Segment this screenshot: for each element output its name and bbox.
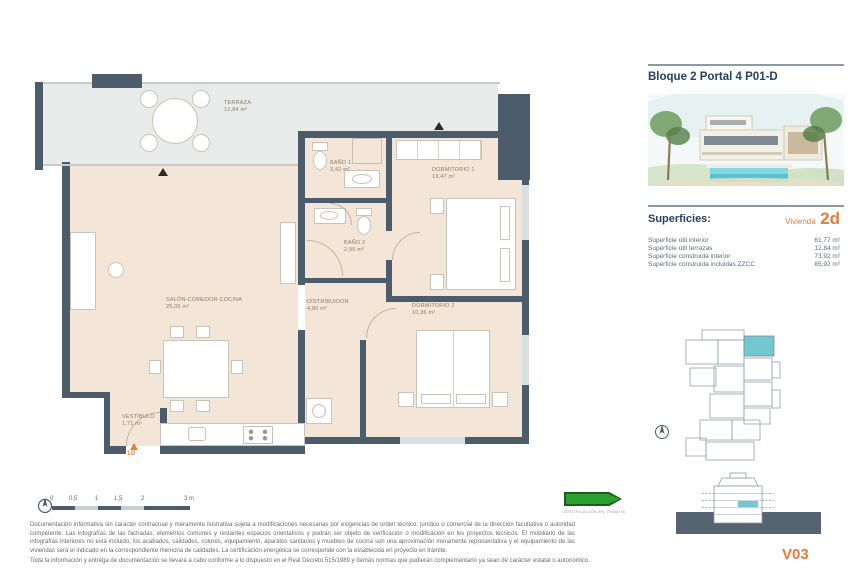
window: [522, 185, 529, 240]
sofa: [70, 232, 96, 310]
north-marker: [158, 168, 168, 176]
washer-drum: [312, 404, 326, 418]
certificate-arrow-fill: [566, 494, 620, 504]
scale-segment: [121, 506, 144, 510]
scale-segment: [144, 506, 190, 510]
wall: [160, 446, 305, 454]
window: [400, 437, 465, 444]
scale-tick: 1: [95, 496, 99, 502]
terrace-chair: [140, 134, 158, 152]
superficies-table: [648, 237, 840, 269]
wall: [298, 131, 508, 138]
room-label-bano1: BAÑO 1 3,42 m²: [330, 160, 352, 173]
wall: [104, 392, 110, 452]
scale-tick: 3 m: [184, 496, 195, 502]
scale-tick: 0,5: [69, 496, 78, 502]
scale-segment: [98, 506, 121, 510]
toilet: [356, 208, 372, 216]
nightstand: [430, 198, 444, 214]
superficie-row: Superficie útil interior 61,77 m²: [648, 237, 840, 244]
window: [522, 335, 529, 385]
superficie-row: Superficie construida interior 73,92 m²: [648, 253, 840, 260]
wall: [305, 278, 388, 283]
entrance-label: 1D: [127, 451, 136, 457]
panel-rule-top: [648, 64, 844, 66]
dining-chair: [170, 400, 184, 412]
wall: [104, 446, 126, 454]
room-label-terraza: TERRAZA 12,84 m²: [224, 100, 252, 113]
entrance-marker-icon: [130, 443, 138, 450]
section-drawing: [648, 470, 828, 545]
terrace-table: [152, 98, 198, 144]
certificate-caption: CERTIFICACIÓN EN TRÁMITE: [562, 509, 626, 514]
superficie-row: Superficie útil terrazas 12,84 m²: [648, 245, 840, 252]
wall: [386, 131, 392, 231]
key-plan-drawing: [648, 328, 828, 463]
room-label-dormitorio1: DORMITORIO 1 13,47 m²: [432, 167, 475, 180]
toilet-bowl: [313, 151, 327, 170]
shower-tray: [352, 138, 382, 164]
terrace-chair: [192, 90, 210, 108]
room-label-salon: SALÓN-COMEDOR COCINA 25,06 m²: [166, 297, 243, 310]
scale-tick: 0: [50, 496, 54, 502]
wall: [392, 296, 522, 302]
toilet-bowl: [357, 216, 371, 235]
energy-certificate: [552, 490, 642, 516]
dining-chair: [170, 326, 184, 338]
panel-rule-mid: [648, 205, 844, 207]
render-art: [648, 94, 844, 186]
kitchen-stove: [243, 426, 273, 444]
pillow: [456, 394, 486, 404]
terrace-chair: [192, 134, 210, 152]
wardrobe: [396, 140, 482, 160]
room-label-distribuidor: DISTRIBUIDOR 4,80 m²: [307, 299, 349, 312]
toilet: [312, 142, 328, 151]
tv-unit: [280, 222, 296, 284]
building-section: [648, 470, 828, 545]
pillow: [500, 248, 510, 282]
superficie-row: Superficie construida incluidas ZZCC 85,92 m²: [648, 261, 840, 268]
terrace-band-floor: [298, 84, 498, 131]
nightstand: [492, 392, 508, 407]
info-panel: [648, 0, 844, 570]
terrace-chair: [140, 90, 158, 108]
building-render-image: [648, 94, 844, 186]
pillow: [421, 394, 451, 404]
wall: [298, 131, 305, 285]
dining-chair: [196, 326, 210, 338]
scale-bar: [0, 488, 220, 518]
bed-divider: [453, 331, 454, 407]
section-unit-highlight: [738, 501, 758, 507]
superficies-heading: Superficies:: [648, 213, 711, 225]
nightstand: [430, 274, 444, 290]
legal-paragraph-2: Toda la información y entrega de documentación se llevará a cabo conforme a lo dispuesto en el Real Decreto 515/1989 y demás normas que pudieran complementarlo ya sean de carácter estatal o autonómico.: [30, 558, 590, 564]
wall: [360, 340, 366, 437]
nightstand: [398, 392, 414, 407]
wall: [62, 162, 70, 398]
coffee-table: [108, 262, 124, 278]
dining-table: [163, 340, 229, 398]
scale-segment: [75, 506, 98, 510]
dining-chair: [196, 400, 210, 412]
unit-highlight: [744, 336, 774, 356]
wall: [522, 131, 529, 444]
vivienda-tag: [785, 209, 840, 229]
dining-chair: [149, 360, 161, 374]
kitchen-sink: [188, 427, 206, 441]
wall-pillar: [92, 74, 142, 88]
terrace-glass-line: [43, 164, 298, 166]
version-label: V03: [782, 546, 809, 563]
vivienda-label: Vivienda: [785, 217, 816, 226]
room-label-dormitorio2: DORMITORIO 2 10,36 m²: [412, 303, 455, 316]
wall: [35, 82, 43, 170]
room-label-bano2: BAÑO 2 2,95 m²: [344, 240, 366, 253]
panel-title: Bloque 2 Portal 4 P01-D: [648, 71, 778, 83]
certificate-arrow-icon: [564, 492, 622, 506]
view-marker: [434, 122, 444, 130]
vivienda-value: 2d: [820, 209, 840, 228]
sink-basin: [352, 174, 372, 184]
dining-chair: [231, 360, 243, 374]
legal-paragraph-1: Documentación informativa sin carácter contractual y meramente ilustrativa sujeta a modificaciones necesarias por exigencias de orden técnico, jurídico o comercial de la dirección facultativa o autoridad competente. Las infografías de las fachadas, elementos comunes y restantes espacios orientativos y podrán ser objeto de verificación o modificación en los proyectos técnicos. El mobiliario de las infografías interiores no está incluido, los acabados, calidades, colores, equipamiento, aparatos sanitarios y muebles de cocina son una aproximación meramente representativa y el equipamiento de las viviendas será el indicado en la correspondiente memoria de calidades. La certificación energética se corresponde con la establecida en proyecto en trámite.: [30, 522, 575, 555]
scale-tick: 2: [141, 496, 145, 502]
room-label-vestibulo: VESTÍBULO 1,71 m²: [122, 414, 155, 427]
key-plan: [648, 328, 828, 463]
wall: [305, 198, 388, 203]
scale-tick: 1,5: [114, 496, 123, 502]
compass-icon: [656, 425, 669, 439]
pillow: [500, 206, 510, 240]
scale-segment: [52, 506, 75, 510]
kitchen-counter: [160, 423, 305, 446]
wall: [62, 392, 110, 398]
